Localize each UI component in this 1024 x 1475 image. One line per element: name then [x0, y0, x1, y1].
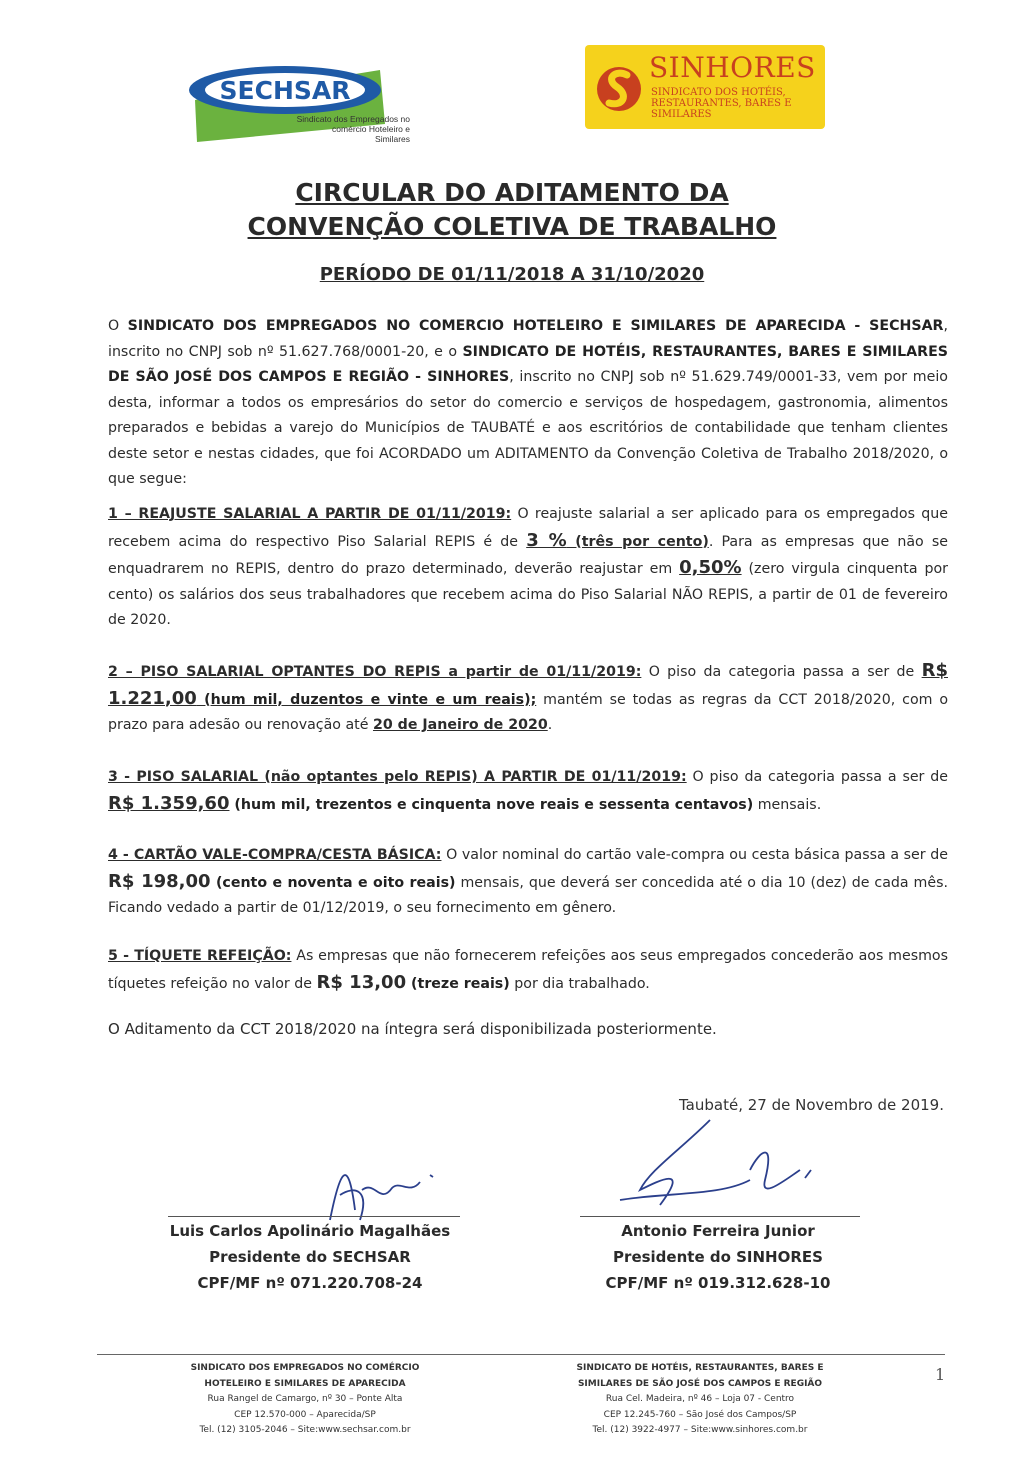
- date-line: Taubaté, 27 de Novembro de 2019.: [679, 1096, 944, 1114]
- signer-right-name: Antonio Ferreira Junior: [621, 1222, 815, 1240]
- document-title: [0, 176, 1024, 244]
- footer-right: SINDICATO DE HOTÉIS, RESTAURANTES, BARES E SIMILARES DE SÃO JOSÉ DOS CAMPOS E REGIÃO Rua Cel. Madeira, nº 46 – Loja 07 - Centro CEP 12.245-760 – São José dos Campos/SP Tel. (12) 3922-4977 – Site:www.sinhores.com.br: [576, 1363, 824, 1435]
- signature-right: [568, 1218, 868, 1296]
- item-1-paragraph: 1 – REAJUSTE SALARIAL A PARTIR DE 01/11/2019: O reajuste salarial a ser aplicado para os empregados que recebem acima do respectivo Piso Salarial REPIS é de 3 % (três por cento). Para as empresas que não se enquadrarem no REPIS, dentro do prazo determinado, deverão reajustar em 0,50% (zero virgula cinquenta por cento) os salários dos seus trabalhadores que recebem acima do Piso Salarial NÃO REPIS, a partir de 01 de fevereiro de 2020.: [108, 506, 948, 628]
- sechsar-subtitle: Sindicato dos Empregados no comércio Hoteleiro e Similares: [296, 114, 410, 144]
- sinhores-s-icon: [595, 59, 643, 119]
- signer-right-role: Presidente do SINHORES: [613, 1248, 823, 1266]
- item-4-heading: 4 - CARTÃO VALE-COMPRA/CESTA BÁSICA:: [108, 847, 442, 863]
- item-2-deadline: 20 de Janeiro de 2020: [372, 717, 548, 733]
- signer-right-doc: CPF/MF nº 019.312.628-10: [605, 1274, 831, 1292]
- sinhores-title: SINHORES: [649, 51, 816, 84]
- item-3-value: R$ 1.359,60: [108, 792, 230, 814]
- intro-paragraph: O SINDICATO DOS EMPREGADOS NO COMERCIO HOTELEIRO E SIMILARES DE APARECIDA - SECHSAR, inscrito no CNPJ sob nº 51.627.768/0001-20, e o SINDICATO DE HOTÉIS, RESTAURANTES, BARES E SIMILARES DE SÃO JOSÉ DOS CAMPOS E REGIÃO - SINHORES, inscrito no CNPJ sob nº 51.629.749/0001-33, vem por meio desta, informar a todos os empresários do setor do comercio e serviços de hospedagem, gastronomia, alimentos preparados e bebidas a varejo do Municípios de TAUBATÉ e aos escritórios de contabilidade que tenham clientes deste setor e nestas cidades, que foi ACORDADO um ADITAMENTO da Convenção Coletiva de Trabalho 2018/2020, o que segue:: [108, 318, 948, 487]
- signer-left-name: Luis Carlos Apolinário Magalhães: [169, 1222, 451, 1240]
- item-5-value: R$ 13,00: [316, 971, 407, 993]
- item-2-paragraph: 2 – PISO SALARIAL OPTANTES DO REPIS a partir de 01/11/2019: O piso da categoria passa a ser de R$ 1.221,00 (hum mil, duzentos e vinte e um reais); mantém se todas as regras da CCT 2018/2020, com o prazo para adesão ou renovação até 20 de Janeiro de 2020.: [108, 660, 948, 733]
- sinhores-logo: [585, 45, 825, 129]
- item-3-heading: 3 - PISO SALARIAL (não optantes pelo REPIS) A PARTIR DE 01/11/2019:: [108, 769, 687, 785]
- item-5-paragraph: 5 - TÍQUETE REFEIÇÃO: As empresas que não fornecerem refeições aos seus empregados concederão aos mesmos tíquetes refeição no valor de R$ 13,00 (treze reais) por dia trabalhado.: [108, 948, 948, 993]
- title-line-2: CONVENÇÃO COLETIVA DE TRABALHO: [247, 212, 777, 241]
- item-2-heading: 2 – PISO SALARIAL OPTANTES DO REPIS a partir de 01/11/2019:: [108, 664, 642, 680]
- footer-divider: [97, 1354, 945, 1355]
- item-5-heading: 5 - TÍQUETE REFEIÇÃO:: [108, 948, 292, 964]
- sechsar-logo-text: SECHSAR: [219, 76, 351, 105]
- sechsar-logo: [185, 62, 410, 152]
- item-4-value: R$ 198,00: [108, 870, 211, 892]
- signature-left-line: [168, 1216, 460, 1217]
- signature-left: [160, 1218, 460, 1296]
- signature-right-scribble: [600, 1110, 840, 1220]
- item-1-heading: 1 – REAJUSTE SALARIAL A PARTIR DE 01/11/2019:: [108, 506, 512, 522]
- closing-paragraph: O Aditamento da CCT 2018/2020 na íntegra será disponibilizada posteriormente.: [108, 1020, 717, 1038]
- title-line-1: CIRCULAR DO ADITAMENTO DA: [295, 178, 729, 207]
- period-title: PERÍODO DE 01/11/2018 A 31/10/2020: [319, 264, 705, 285]
- page-number: 1: [935, 1365, 946, 1384]
- signer-left-role: Presidente do SECHSAR: [209, 1248, 411, 1266]
- signature-right-line: [580, 1216, 860, 1217]
- item-3-paragraph: 3 - PISO SALARIAL (não optantes pelo REPIS) A PARTIR DE 01/11/2019: O piso da categoria passa a ser de R$ 1.359,60 (hum mil, trezentos e cinquenta nove reais e sessenta centavos) mensais.: [108, 769, 948, 814]
- sinhores-subtitle: SINDICATO DOS HOTÉIS, RESTAURANTES, BARES E SIMILARES: [651, 87, 792, 120]
- item-2-value: R$ 1.221,00: [108, 660, 948, 709]
- item-1-percentage-2: 0,50%: [679, 557, 742, 578]
- item-1-percentage: 3 %: [526, 529, 567, 551]
- footer-left: SINDICATO DOS EMPREGADOS NO COMÉRCIO HOTELEIRO E SIMILARES DE APARECIDA Rua Rangel de Camargo, nº 30 – Ponte Alta CEP 12.570-000 – Aparecida/SP Tel. (12) 3105-2046 – Site:www.sechsar.com.br: [190, 1363, 420, 1435]
- item-4-paragraph: 4 - CARTÃO VALE-COMPRA/CESTA BÁSICA: O valor nominal do cartão vale-compra ou cesta básica passa a ser de R$ 198,00 (cento e noventa e oito reais) mensais, que deverá ser concedida até o dia 10 (dez) de cada mês. Ficando vedado a partir de 01/12/2019, o seu fornecimento em gênero.: [108, 847, 948, 916]
- signer-left-doc: CPF/MF nº 071.220.708-24: [197, 1274, 423, 1292]
